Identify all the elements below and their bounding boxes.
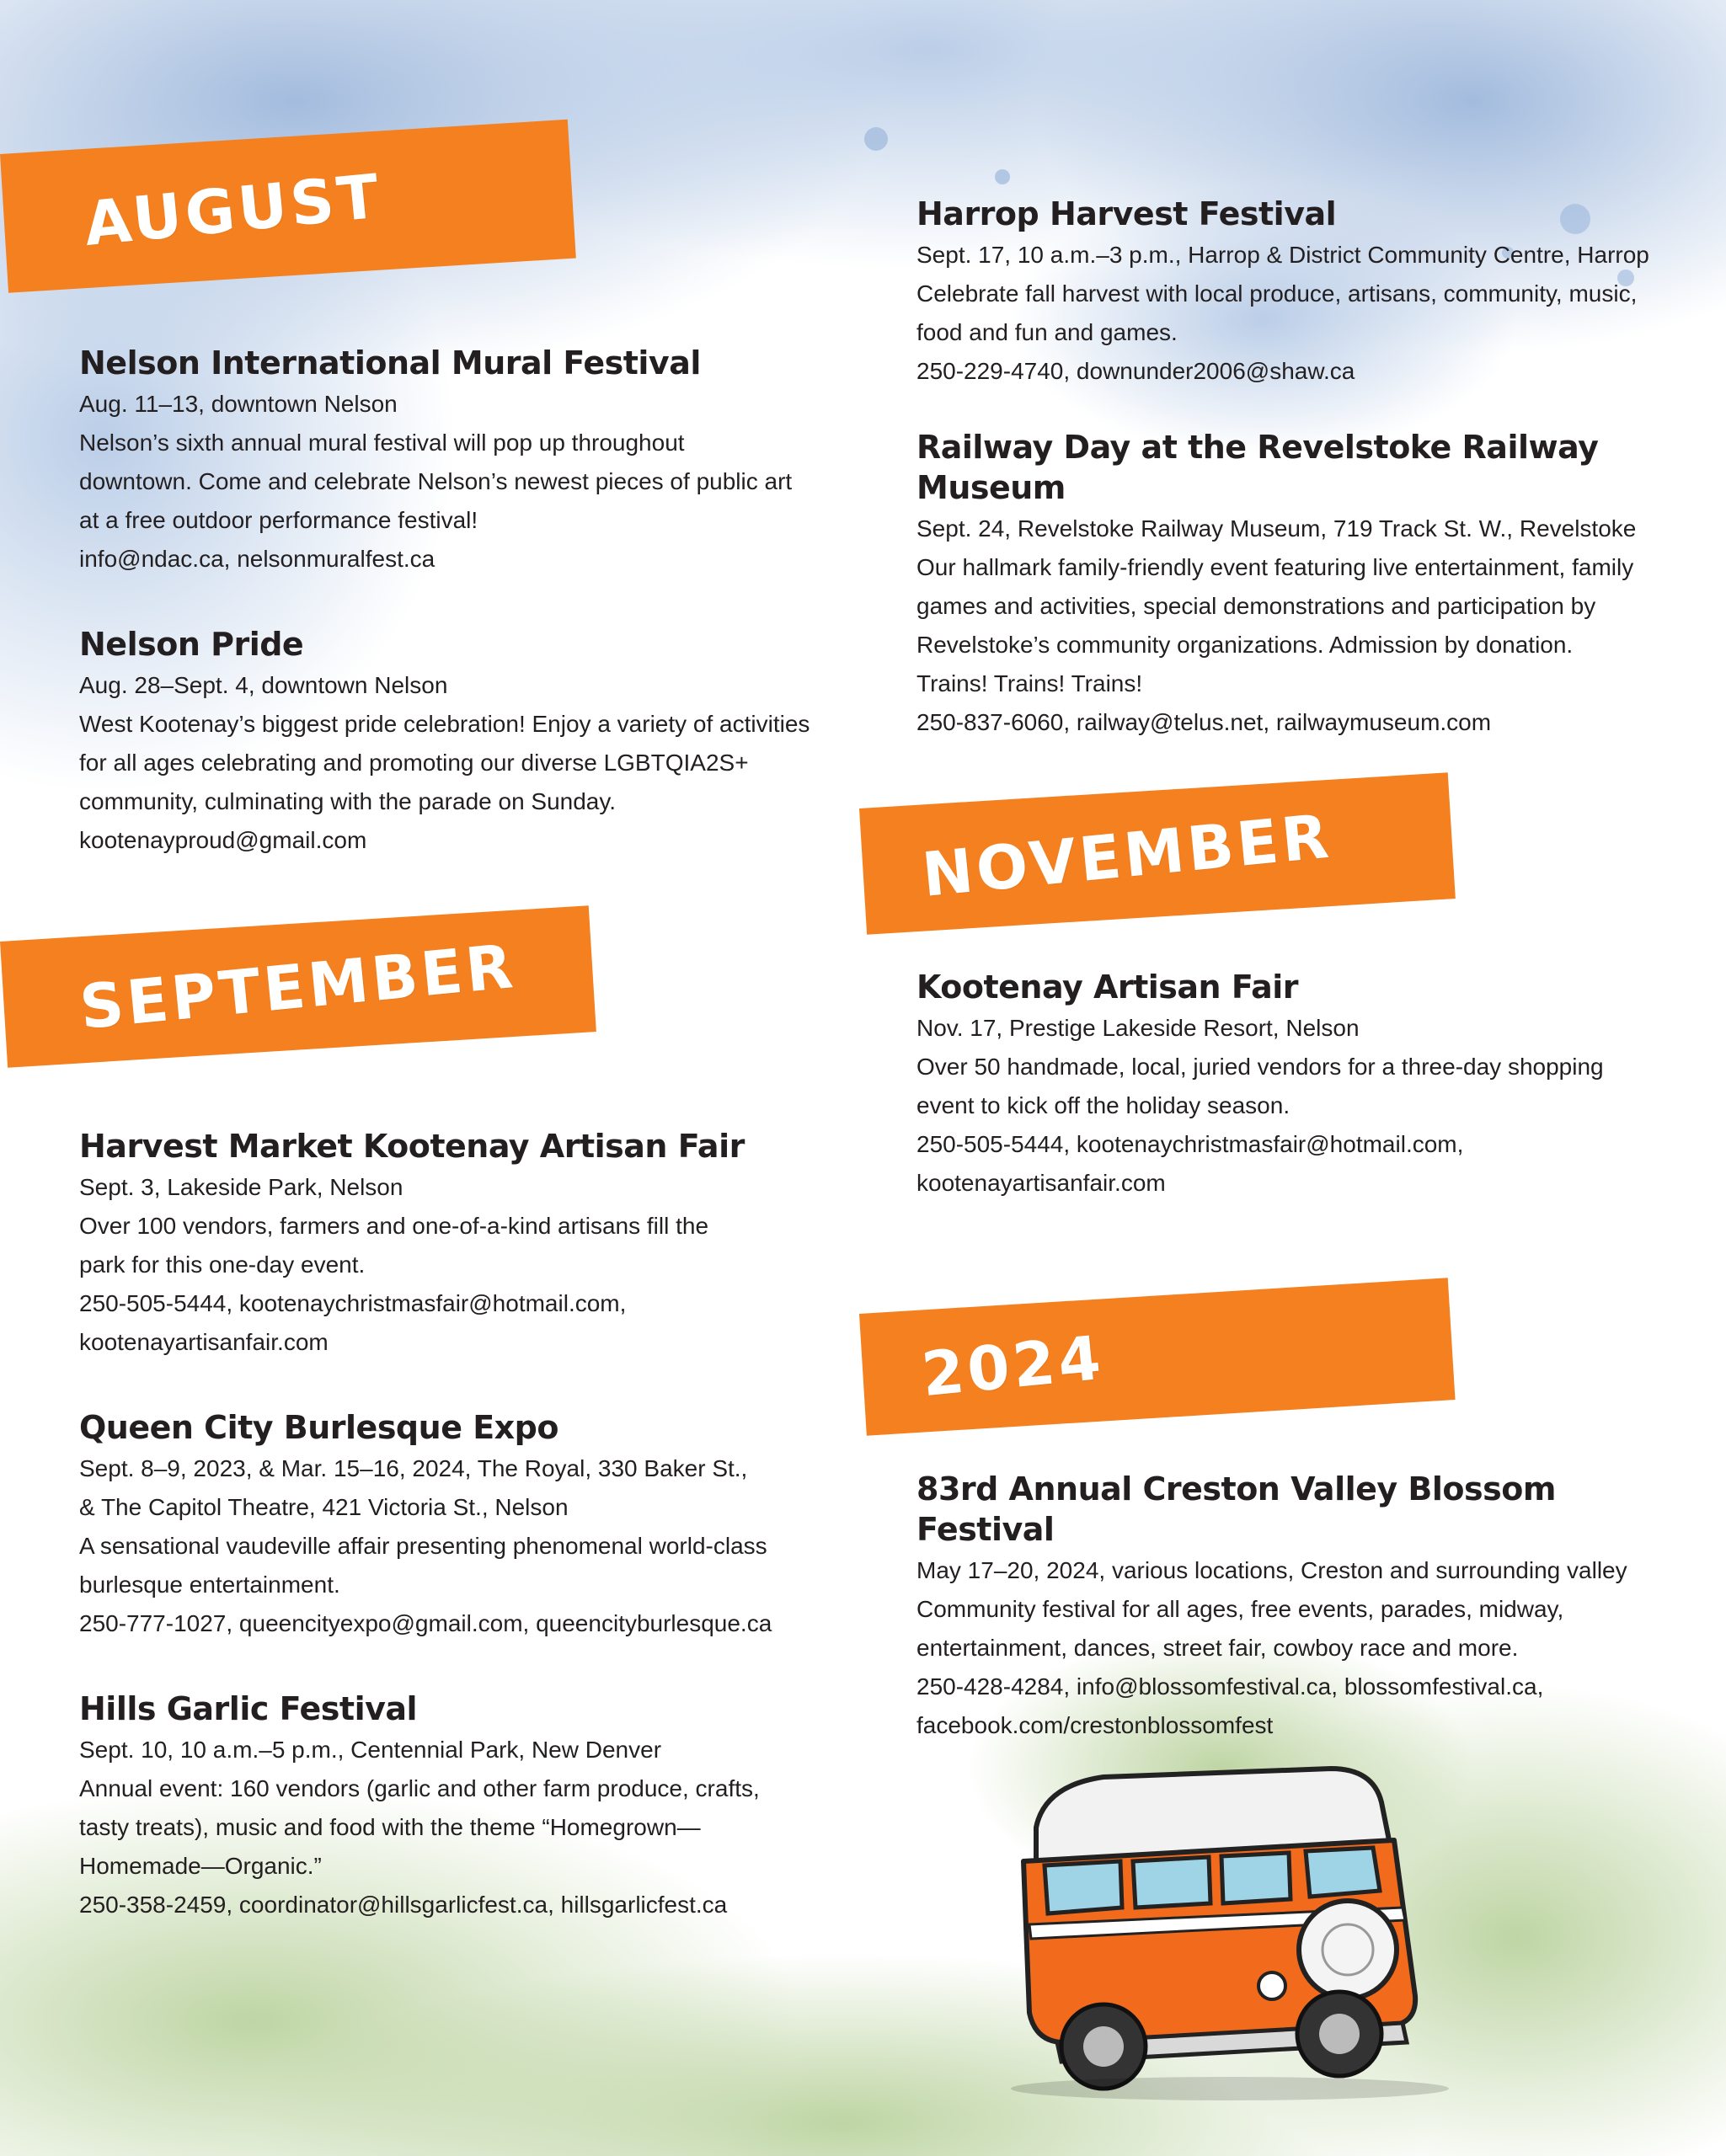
event-title: Harrop Harvest Festival bbox=[916, 195, 1337, 232]
event-contact: kootenayartisanfair.com bbox=[79, 1329, 329, 1355]
event-contact: 250-358-2459, coordinator@hillsgarlicfest.ca, hillsgarlicfest.ca bbox=[79, 1892, 728, 1918]
event-contact: kootenayartisanfair.com bbox=[916, 1170, 1166, 1196]
event-date: Aug. 11–13, downtown Nelson bbox=[79, 391, 398, 417]
event-description: Community festival for all ages, free events, parades, midway, bbox=[916, 1596, 1564, 1622]
event-description: community, culminating with the parade on Sunday. bbox=[79, 788, 617, 814]
event-date: Sept. 3, Lakeside Park, Nelson bbox=[79, 1174, 403, 1200]
event-kootenay-artisan-fair bbox=[916, 967, 1700, 1203]
event-garlic-festival bbox=[79, 1689, 837, 1924]
event-description: A sensational vaudeville affair presenting phenomenal world-class bbox=[79, 1533, 767, 1559]
year-2024-heading: 2024 bbox=[918, 1321, 1108, 1410]
event-date: Nov. 17, Prestige Lakeside Resort, Nelson bbox=[916, 1015, 1360, 1041]
september-heading: SEPTEMBER bbox=[77, 930, 520, 1043]
event-date: May 17–20, 2024, various locations, Creston and surrounding valley bbox=[916, 1557, 1627, 1583]
event-contact: facebook.com/crestonblossomfest bbox=[916, 1712, 1274, 1738]
november-heading: NOVEMBER bbox=[919, 800, 1335, 910]
event-title: Nelson International Mural Festival bbox=[79, 344, 701, 382]
event-harrop-harvest bbox=[916, 194, 1700, 391]
event-contact: kootenayproud@gmail.com bbox=[79, 827, 367, 853]
event-description: West Kootenay’s biggest pride celebration! Enjoy a variety of activities bbox=[79, 711, 810, 737]
event-description: Over 50 handmade, local, juried vendors for a three-day shopping bbox=[916, 1054, 1604, 1080]
event-description: Homemade—Organic.” bbox=[79, 1853, 322, 1879]
event-date: Sept. 10, 10 a.m.–5 p.m., Centennial Park, New Denver bbox=[79, 1737, 662, 1763]
event-railway-day bbox=[916, 427, 1700, 742]
event-contact: 250-505-5444, kootenaychristmasfair@hotmail.com, bbox=[916, 1131, 1464, 1157]
event-description: Annual event: 160 vendors (garlic and other farm produce, crafts, bbox=[79, 1775, 760, 1801]
event-date: Sept. 17, 10 a.m.–3 p.m., Harrop & District Community Centre, Harrop bbox=[916, 242, 1649, 268]
event-description: tasty treats), music and food with the theme “Homegrown— bbox=[79, 1814, 701, 1840]
event-title: Hills Garlic Festival bbox=[79, 1690, 418, 1727]
event-harvest-market bbox=[79, 1126, 837, 1362]
event-description: food and fun and games. bbox=[916, 319, 1178, 345]
event-contact: 250-837-6060, railway@telus.net, railwaymuseum.com bbox=[916, 709, 1492, 735]
event-date: Sept. 8–9, 2023, & Mar. 15–16, 2024, The Royal, 330 Baker St., bbox=[79, 1455, 748, 1481]
event-contact: 250-777-1027, queencityexpo@gmail.com, queencityburlesque.ca bbox=[79, 1610, 772, 1636]
event-description: entertainment, dances, street fair, cowboy race and more. bbox=[916, 1635, 1519, 1661]
vw-van-illustration bbox=[977, 1752, 1466, 2105]
event-title: 83rd Annual Creston Valley Blossom Festival bbox=[916, 1470, 1556, 1548]
event-description: burlesque entertainment. bbox=[79, 1572, 340, 1598]
event-description: at a free outdoor performance festival! bbox=[79, 507, 478, 533]
event-description: Our hallmark family-friendly event featuring live entertainment, family bbox=[916, 554, 1634, 580]
event-contact: info@ndac.ca, nelsonmuralfest.ca bbox=[79, 546, 436, 572]
event-description: Celebrate fall harvest with local produce, artisans, community, music, bbox=[916, 280, 1638, 307]
event-title: Railway Day at the Revelstoke Railway Museum bbox=[916, 429, 1599, 506]
event-contact: 250-505-5444, kootenaychristmasfair@hotmail.com, bbox=[79, 1290, 627, 1316]
event-description: Trains! Trains! Trains! bbox=[916, 670, 1143, 696]
event-title: Kootenay Artisan Fair bbox=[916, 969, 1298, 1006]
event-title: Queen City Burlesque Expo bbox=[79, 1409, 558, 1446]
event-mural-festival bbox=[79, 343, 837, 579]
event-burlesque-expo bbox=[79, 1407, 837, 1643]
event-date: & The Capitol Theatre, 421 Victoria St., Nelson bbox=[79, 1494, 569, 1520]
event-description: event to kick off the holiday season. bbox=[916, 1092, 1290, 1118]
event-description: for all ages celebrating and promoting our diverse LGBTQIA2S+ bbox=[79, 750, 749, 776]
event-description: Nelson’s sixth annual mural festival will pop up throughout bbox=[79, 430, 685, 456]
event-title: Nelson Pride bbox=[79, 626, 304, 663]
event-blossom-festival bbox=[916, 1469, 1700, 1745]
event-description: Over 100 vendors, farmers and one-of-a-kind artisans fill the bbox=[79, 1213, 709, 1239]
event-description: downtown. Come and celebrate Nelson’s newest pieces of public art bbox=[79, 468, 793, 494]
event-contact: 250-428-4284, info@blossomfestival.ca, blossomfestival.ca, bbox=[916, 1673, 1544, 1700]
event-description: Revelstoke’s community organizations. Admission by donation. bbox=[916, 632, 1574, 658]
event-date: Sept. 24, Revelstoke Railway Museum, 719 Track St. W., Revelstoke bbox=[916, 515, 1637, 542]
event-nelson-pride bbox=[79, 624, 837, 860]
event-contact: 250-229-4740, downunder2006@shaw.ca bbox=[916, 358, 1355, 384]
event-description: park for this one-day event. bbox=[79, 1251, 366, 1278]
august-heading: AUGUST bbox=[81, 159, 386, 259]
event-date: Aug. 28–Sept. 4, downtown Nelson bbox=[79, 672, 448, 698]
event-description: games and activities, special demonstrations and participation by bbox=[916, 593, 1596, 619]
event-title: Harvest Market Kootenay Artisan Fair bbox=[79, 1128, 745, 1165]
